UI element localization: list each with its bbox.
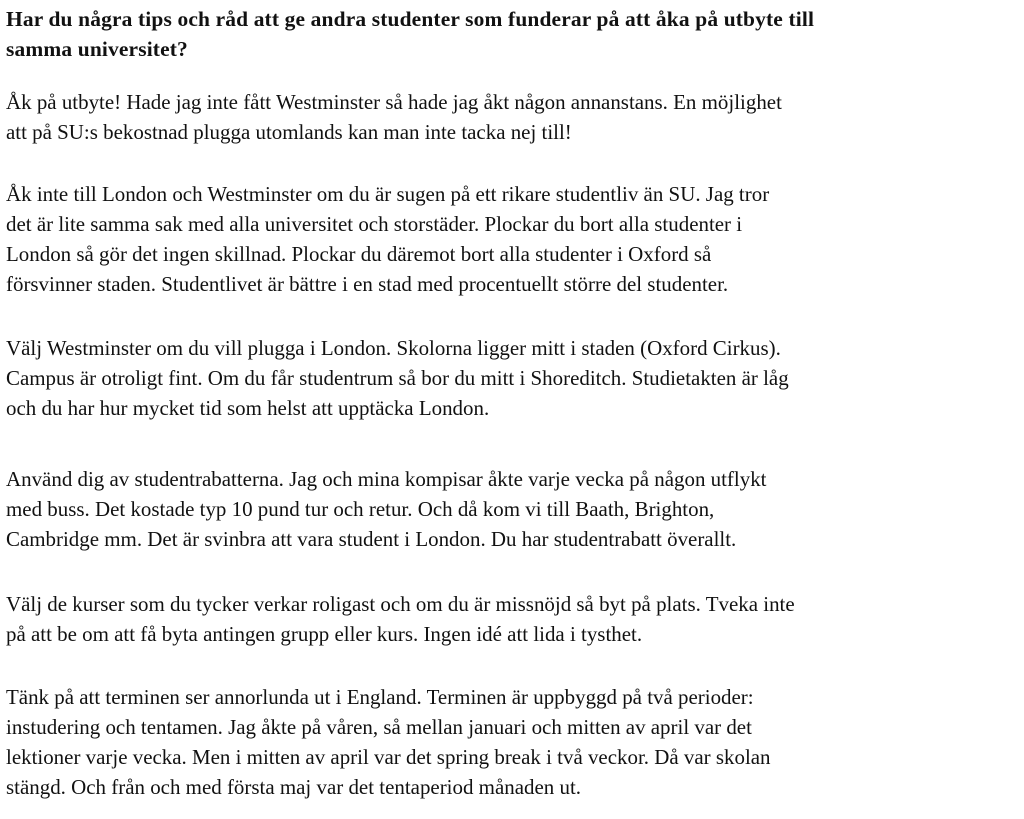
paragraph-line: London så gör det ingen skillnad. Plockar du däremot bort alla studenter i Oxford så	[6, 242, 712, 266]
answer-paragraph	[6, 464, 1022, 554]
paragraph-line: att på SU:s bekostnad plugga utomlands kan man inte tacka nej till!	[6, 120, 572, 144]
paragraph-line: lektioner varje vecka. Men i mitten av april var det spring break i två veckor. Då var skolan	[6, 745, 771, 769]
paragraph-line: Välj Westminster om du vill plugga i London. Skolorna ligger mitt i staden (Oxford Cirkus).	[6, 336, 781, 360]
question-heading	[6, 4, 1022, 64]
paragraph-line: med buss. Det kostade typ 10 pund tur och retur. Och då kom vi till Baath, Brighton,	[6, 497, 715, 521]
paragraph-line: Använd dig av studentrabatterna. Jag och mina kompisar åkte varje vecka på någon utflykt	[6, 467, 767, 491]
paragraph-line: Åk på utbyte! Hade jag inte fått Westminster så hade jag åkt någon annanstans. En möjlighet	[6, 90, 782, 114]
paragraph-line: det är lite samma sak med alla universitet och storstäder. Plockar du bort alla studenter i	[6, 212, 743, 236]
paragraph-line: Åk inte till London och Westminster om du är sugen på ett rikare studentliv än SU. Jag tror	[6, 182, 770, 206]
answer-paragraph	[6, 179, 1022, 299]
answer-paragraph	[6, 333, 1022, 423]
paragraph-line: stängd. Och från och med första maj var det tentaperiod månaden ut.	[6, 775, 581, 799]
answer-paragraph	[6, 589, 1022, 649]
paragraph-line: instudering och tentamen. Jag åkte på våren, så mellan januari och mitten av april var det	[6, 715, 752, 739]
question-line: samma universitet?	[6, 37, 188, 61]
answer-paragraph	[6, 682, 1022, 802]
paragraph-line: Campus är otroligt fint. Om du får studentrum så bor du mitt i Shoreditch. Studietakten är låg	[6, 366, 789, 390]
question-line: Har du några tips och råd att ge andra studenter som funderar på att åka på utbyte till	[6, 7, 815, 31]
paragraph-line: försvinner staden. Studentlivet är bättre i en stad med procentuellt större del studenter.	[6, 272, 729, 296]
paragraph-line: på att be om att få byta antingen grupp eller kurs. Ingen idé att lida i tysthet.	[6, 622, 643, 646]
paragraph-line: Välj de kurser som du tycker verkar roligast och om du är missnöjd så byt på plats. Tveka inte	[6, 592, 795, 616]
paragraph-line: och du har hur mycket tid som helst att upptäcka London.	[6, 396, 490, 420]
document-page	[6, 0, 1022, 819]
answer-paragraph	[6, 87, 1022, 147]
paragraph-line: Cambridge mm. Det är svinbra att vara student i London. Du har studentrabatt överallt.	[6, 527, 737, 551]
paragraph-line: Tänk på att terminen ser annorlunda ut i England. Terminen är uppbyggd på två perioder:	[6, 685, 754, 709]
